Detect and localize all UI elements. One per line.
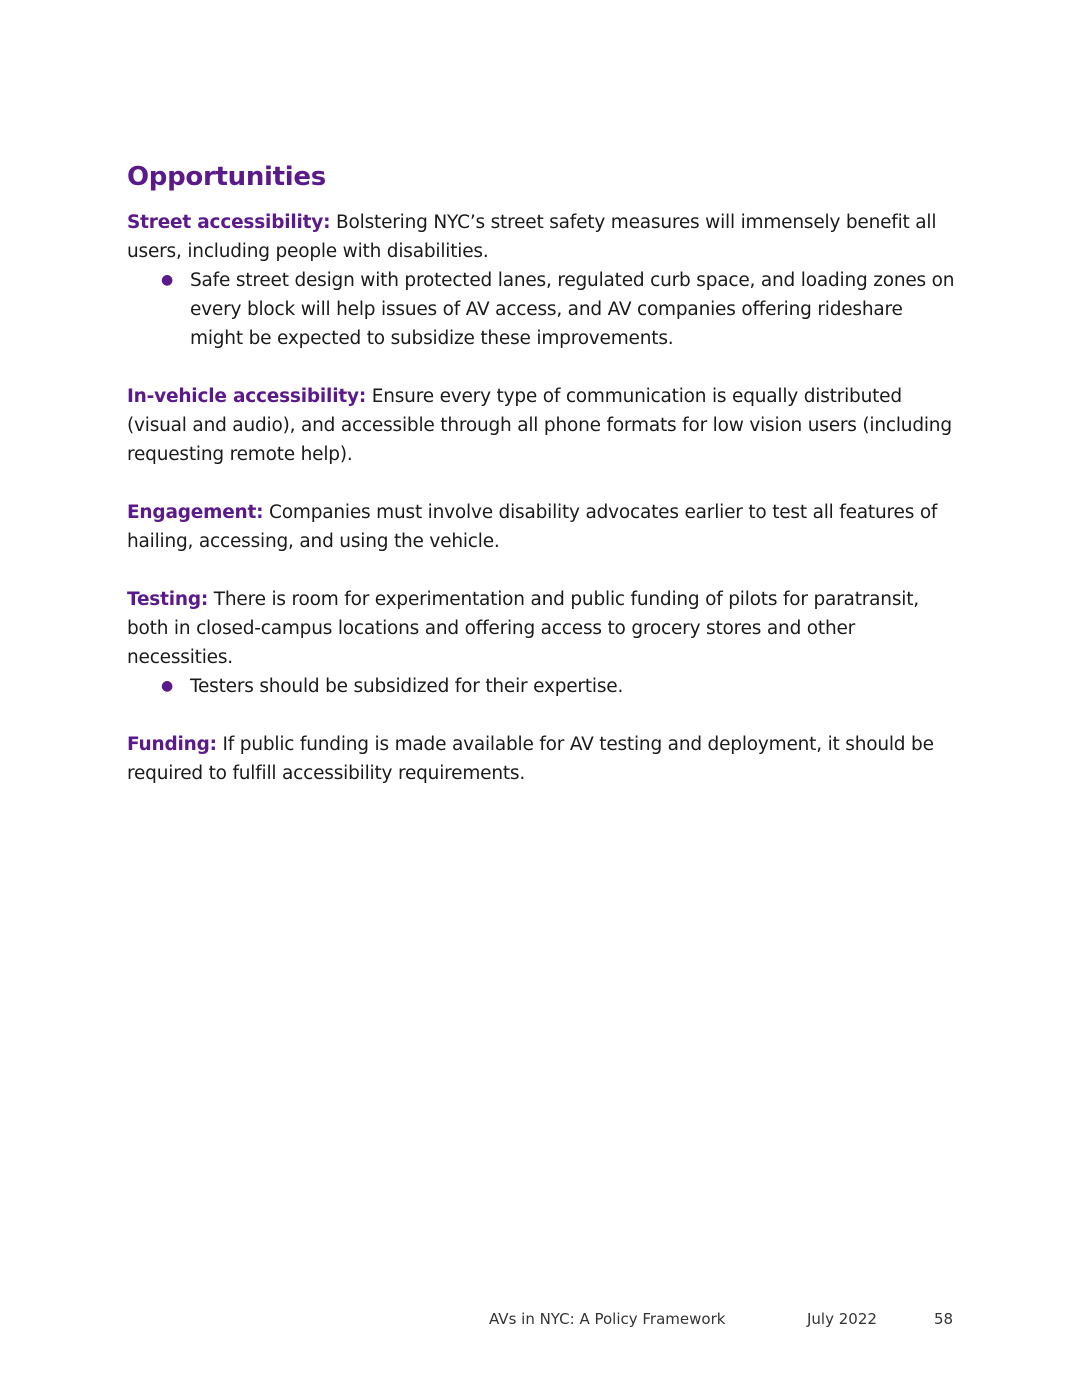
section-lead: In-vehicle accessibility:: [127, 386, 367, 407]
bullet-text: Testers should be subsidized for their expertise.: [190, 676, 624, 697]
section-text: Bolstering NYC’s street safety measures will immensely benefit all users, including people with disabilities.: [127, 212, 937, 262]
section-text: Companies must involve disability advocates earlier to test all features of hailing, accessing, and using the vehicle.: [127, 502, 938, 552]
footer-document-title: AVs in NYC: A Policy Framework: [489, 1310, 726, 1328]
page-heading: Opportunities: [127, 162, 326, 192]
section-testing: [127, 585, 957, 672]
footer-date: July 2022: [807, 1310, 877, 1328]
section-lead: Funding:: [127, 734, 217, 755]
bullet-text: Safe street design with protected lanes, regulated curb space, and loading zones on every block will help issues of AV access, and AV companies offering rideshare might be expected to subsidize these improvements.: [190, 270, 955, 349]
section-funding: [127, 730, 957, 788]
section-lead: Street accessibility:: [127, 212, 331, 233]
section-in-vehicle-accessibility: [127, 382, 957, 469]
list-item: [127, 266, 957, 353]
section-text: If public funding is made available for AV testing and deployment, it should be required to fulfill accessibility requirements.: [127, 734, 934, 784]
section-lead: Engagement:: [127, 502, 264, 523]
section-text: Ensure every type of communication is equally distributed (visual and audio), and accessible through all phone formats for low vision users (including requesting remote help).: [127, 386, 952, 465]
section-lead: Testing:: [127, 589, 209, 610]
section-street-accessibility: [127, 208, 957, 266]
bullet-list: [127, 266, 957, 353]
bullet-list: [127, 672, 957, 701]
section-engagement: [127, 498, 957, 556]
section-text: There is room for experimentation and public funding of pilots for paratransit, both in closed-campus locations and offering access to grocery stores and other necessities.: [127, 589, 919, 668]
bullet-icon: ●: [161, 678, 174, 694]
footer-page-number: 58: [934, 1310, 954, 1328]
page-footer: [0, 1310, 1080, 1332]
page-content: [127, 160, 957, 788]
bullet-icon: ●: [161, 272, 174, 288]
list-item: [127, 672, 957, 701]
